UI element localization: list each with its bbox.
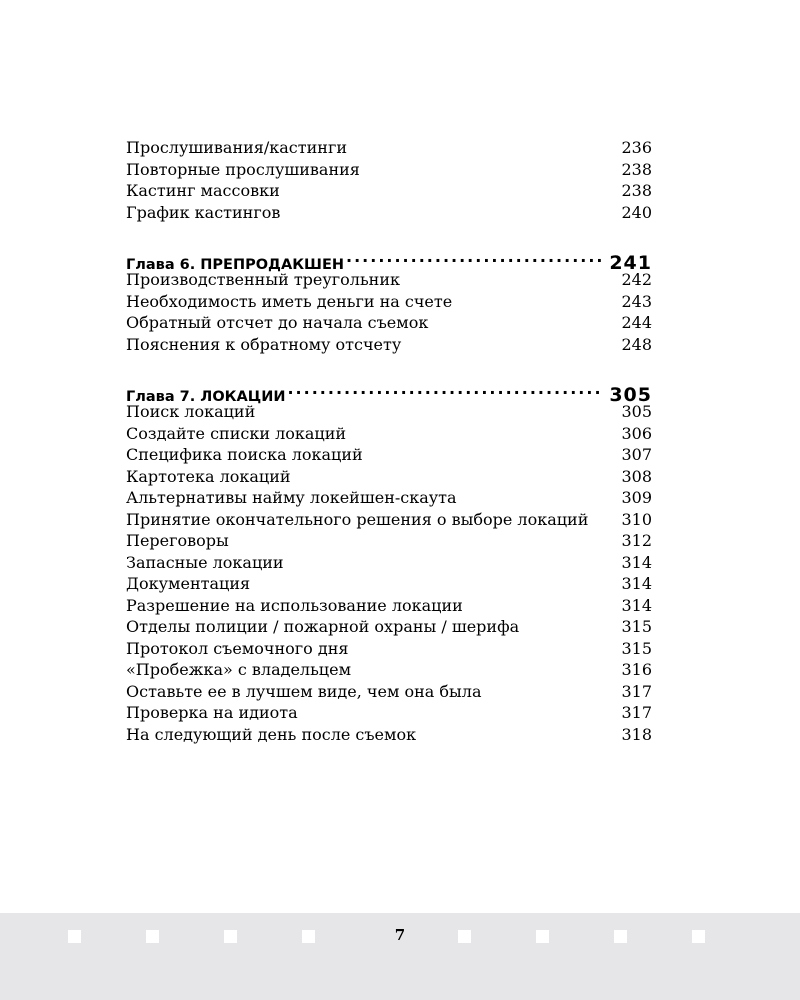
toc-entry <box>126 466 652 488</box>
toc-entry <box>126 573 652 595</box>
toc-entry <box>126 334 652 356</box>
toc-entry <box>126 702 652 724</box>
toc-entry-page-number: 317 <box>621 703 652 722</box>
toc-entry-page-number: 306 <box>621 423 652 443</box>
toc-entry-page-number: 309 <box>621 488 652 507</box>
toc-entry-page-number: 318 <box>621 724 652 744</box>
toc-entry-page-number: 314 <box>621 595 652 615</box>
toc-entry-title: Запасные локации <box>126 552 284 572</box>
toc-section-locations <box>126 401 652 745</box>
toc-entry-title: Разрешение на использование локации <box>126 595 463 615</box>
toc-entry-title: На следующий день после съемок <box>126 724 417 744</box>
toc-entry <box>126 595 652 617</box>
toc-entry-title: Кастинг массовки <box>126 181 280 200</box>
toc-entry-title: Производственный треугольник <box>126 270 401 289</box>
toc-entry-title: Обратный отсчет до начала съемок <box>126 313 429 332</box>
toc-entry-title: Специфика поиска локаций <box>126 445 363 464</box>
toc-entry-page-number: 317 <box>621 681 652 701</box>
toc-entry <box>126 616 652 638</box>
toc-section-casting <box>126 137 652 223</box>
table-of-contents <box>126 137 652 745</box>
toc-entry-page-number: 314 <box>621 574 652 593</box>
toc-entry <box>126 269 652 291</box>
toc-entry-title: Прослушивания/кастинги <box>126 138 347 157</box>
toc-entry-title: Необходимость иметь деньги на счете <box>126 291 453 311</box>
toc-entry <box>126 638 652 660</box>
toc-entry-title: Протокол съемочного дня <box>126 638 349 658</box>
toc-entry-title: Принятие окончательного решения о выборе локаций <box>126 509 589 529</box>
page-footer <box>0 913 800 1000</box>
chapter-page-number: 241 <box>609 252 652 274</box>
toc-entry-title: Переговоры <box>126 531 229 550</box>
toc-entry <box>126 137 652 159</box>
toc-section-preproduction <box>126 269 652 355</box>
toc-entry-page-number: 248 <box>621 334 652 354</box>
toc-entry <box>126 312 652 334</box>
toc-entry-page-number: 316 <box>621 660 652 679</box>
toc-entry-title: Документация <box>126 574 251 593</box>
toc-entry <box>126 659 652 681</box>
toc-entry-page-number: 315 <box>621 617 652 636</box>
toc-entry-title: График кастингов <box>126 202 281 222</box>
dot-leader <box>287 377 603 401</box>
chapter-6-heading <box>126 245 652 274</box>
toc-entry <box>126 401 652 423</box>
toc-entry-title: Отделы полиции / пожарной охраны / шерифа <box>126 617 520 636</box>
toc-entry <box>126 423 652 445</box>
toc-entry-page-number: 243 <box>621 291 652 311</box>
toc-entry-page-number: 238 <box>621 159 652 179</box>
page-number: 7 <box>394 926 406 944</box>
toc-entry <box>126 159 652 181</box>
toc-entry-page-number: 312 <box>621 531 652 550</box>
toc-entry <box>126 509 652 531</box>
toc-entry-page-number: 310 <box>621 509 652 529</box>
chapter-title: Глава 6. ПРЕПРОДАКШЕН <box>126 257 344 273</box>
toc-entry-page-number: 305 <box>621 402 652 421</box>
toc-entry <box>126 724 652 746</box>
toc-entry <box>126 530 652 552</box>
toc-entry-title: Повторные прослушивания <box>126 159 360 179</box>
toc-entry-page-number: 244 <box>621 313 652 332</box>
toc-entry-page-number: 236 <box>621 138 652 157</box>
toc-entry-page-number: 240 <box>621 202 652 222</box>
toc-entry <box>126 444 652 466</box>
toc-entry-title: Создайте списки локаций <box>126 423 347 443</box>
chapter-page-number: 305 <box>609 384 652 406</box>
toc-entry <box>126 487 652 509</box>
toc-entry-title: Пояснения к обратному отсчету <box>126 334 402 354</box>
toc-entry-page-number: 242 <box>621 270 652 289</box>
toc-entry <box>126 291 652 313</box>
toc-entry-title: Поиск локаций <box>126 402 256 421</box>
toc-entry-page-number: 308 <box>621 466 652 486</box>
toc-entry-page-number: 314 <box>621 552 652 572</box>
toc-entry-page-number: 315 <box>621 638 652 658</box>
toc-entry-title: Оставьте ее в лучшем виде, чем она была <box>126 681 482 701</box>
toc-entry-title: «Пробежка» с владельцем <box>126 660 352 679</box>
toc-entry-page-number: 238 <box>621 181 652 200</box>
toc-entry-title: Картотека локаций <box>126 466 291 486</box>
chapter-title: Глава 7. ЛОКАЦИИ <box>126 389 286 405</box>
chapter-7-heading <box>126 377 652 406</box>
toc-entry <box>126 202 652 224</box>
toc-entry <box>126 180 652 202</box>
toc-entry-title: Проверка на идиота <box>126 703 298 722</box>
toc-entry <box>126 681 652 703</box>
toc-entry <box>126 552 652 574</box>
dot-leader <box>346 245 603 269</box>
toc-entry-title: Альтернативы найму локейшен-скаута <box>126 488 457 507</box>
toc-entry-page-number: 307 <box>621 445 652 464</box>
